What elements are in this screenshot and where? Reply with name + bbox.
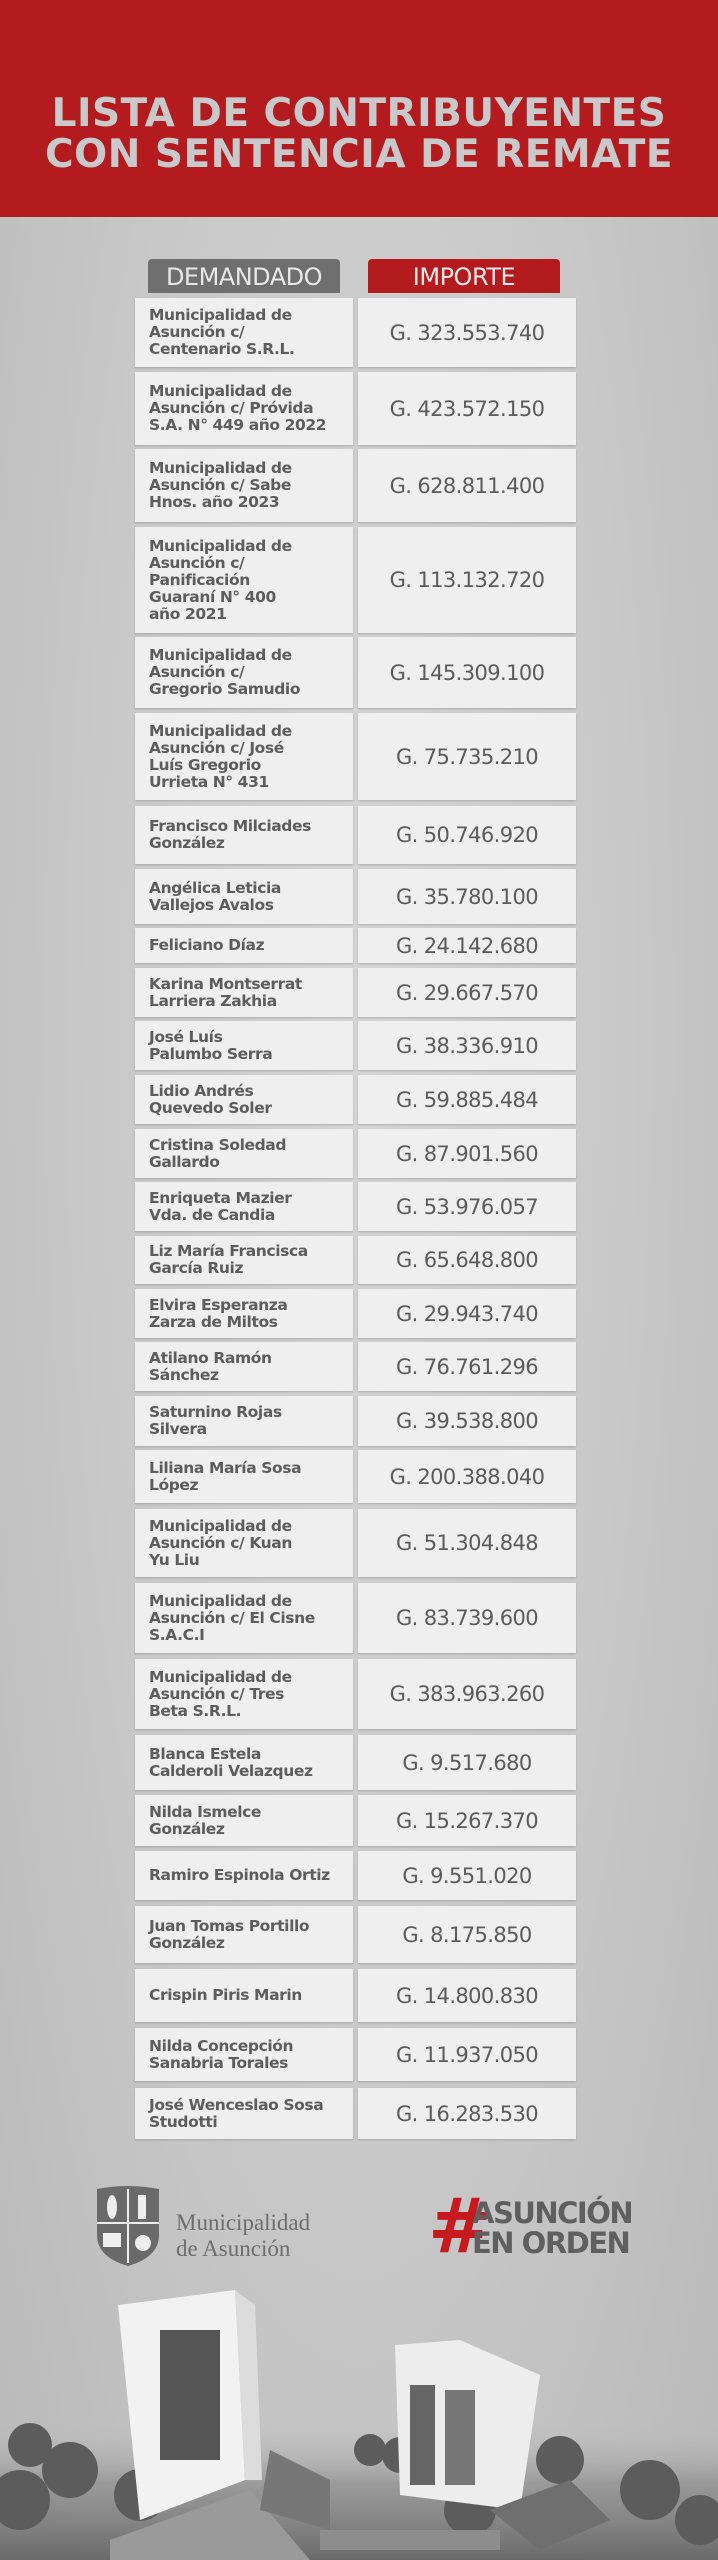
defendant-name: Municipalidad de Asunción c/ Sabe Hnos. año 2023 [135,449,353,522]
defendant-name: José Wenceslao Sosa Studotti [135,2088,353,2139]
amount-value: G. 83.739.600 [358,1583,576,1653]
defendant-name: Municipalidad de Asunción c/ Centenario S.R.L. [135,298,353,367]
municipality-line2: de Asunción [176,2236,291,2261]
defendant-name: Blanca Estela Calderoli Velazquez [135,1735,353,1790]
amount-value: G. 145.309.100 [358,637,576,708]
defendant-name: Elvira Esperanza Zarza de Miltos [135,1289,353,1338]
defendant-name: Municipalidad de Asunción c/ Próvida S.A. N° 449 año 2022 [135,372,353,445]
amount-value: G. 75.735.210 [358,713,576,800]
amount-value: G. 323.553.740 [358,298,576,367]
defendant-name: Ramiro Espinola Ortiz [135,1851,353,1900]
municipality-name [176,2210,310,2262]
hashtag-line1: ASUNCIÓN [472,2196,633,2230]
defendant-name: Nilda Concepción Sanabria Torales [135,2028,353,2081]
page-title-line1: LISTA DE CONTRIBUYENTES [51,91,667,136]
amount-value: G. 9.551.020 [358,1851,576,1900]
defendant-name: Juan Tomas Portillo González [135,1906,353,1963]
defendant-name: Municipalidad de Asunción c/ José Luís Gregorio Urrieta N° 431 [135,713,353,800]
amount-value: G. 39.538.800 [358,1396,576,1446]
defendant-name: Municipalidad de Asunción c/ El Cisne S.A.C.I [135,1583,353,1653]
defendant-name: Liliana María Sosa López [135,1450,353,1503]
amount-value: G. 53.976.057 [358,1182,576,1231]
column-header-demandado: DEMANDADO [148,259,340,293]
amount-value: G. 35.780.100 [358,869,576,924]
amount-value: G. 76.761.296 [358,1342,576,1391]
amount-value: G. 50.746.920 [358,806,576,864]
amount-value: G. 383.963.260 [358,1659,576,1729]
defendant-name: Liz María Francisca García Ruiz [135,1236,353,1284]
amount-value: G. 628.811.400 [358,449,576,522]
amount-value: G. 29.943.740 [358,1289,576,1338]
column-header-importe: IMPORTE [368,259,560,293]
defendant-name: Atilano Ramón Sánchez [135,1342,353,1391]
municipality-line1: Municipalidad [176,2210,311,2235]
amount-value: G. 65.648.800 [358,1236,576,1284]
defendant-name: Municipalidad de Asunción c/ Gregorio Samudio [135,637,353,708]
amount-value: G. 9.517.680 [358,1735,576,1790]
amount-value: G. 29.667.570 [358,968,576,1017]
defendant-name: Karina Montserrat Larriera Zakhia [135,968,353,1017]
hashtag-line2: EN ORDEN [472,2226,630,2260]
defendant-name: Nilda Ismelce González [135,1795,353,1846]
amount-value: G. 8.175.850 [358,1906,576,1963]
defendant-name: Angélica Leticia Vallejos Avalos [135,869,353,924]
city-hall-aerial-photo [0,2280,718,2560]
defendant-name: Municipalidad de Asunción c/ Tres Beta S.R.L. [135,1659,353,1729]
hashtag-symbol: # [428,2181,492,2270]
amount-value: G. 51.304.848 [358,1509,576,1577]
defendant-name: Cristina Soledad Gallardo [135,1129,353,1178]
amount-value: G. 113.132.720 [358,527,576,633]
amount-value: G. 38.336.910 [358,1021,576,1070]
amount-value: G. 423.572.150 [358,372,576,445]
amount-value: G. 16.283.530 [358,2088,576,2139]
defendant-name: Municipalidad de Asunción c/ Kuan Yu Liu [135,1509,353,1577]
defendant-name: José Luís Palumbo Serra [135,1021,353,1070]
defendant-name: Enriqueta Mazier Vda. de Candia [135,1182,353,1231]
amount-value: G. 59.885.484 [358,1075,576,1124]
municipality-seal-icon [93,2183,163,2267]
amount-value: G. 11.937.050 [358,2028,576,2081]
amount-value: G. 14.800.830 [358,1969,576,2022]
amount-value: G. 87.901.560 [358,1129,576,1178]
page-title-line2: CON SENTENCIA DE REMATE [44,132,674,177]
defendant-name: Saturnino Rojas Silvera [135,1396,353,1446]
defendant-name: Lidio Andrés Quevedo Soler [135,1075,353,1124]
asuncion-en-orden-logo [428,2181,638,2270]
defendant-name: Crispin Piris Marin [135,1969,353,2022]
defendant-name: Municipalidad de Asunción c/ Panificación Guaraní N° 400 año 2021 [135,527,353,633]
defendant-name: Francisco Milciades González [135,806,353,864]
amount-value: G. 24.142.680 [358,928,576,963]
defendant-name: Feliciano Díaz [135,928,353,963]
amount-value: G. 15.267.370 [358,1795,576,1846]
amount-value: G. 200.388.040 [358,1450,576,1503]
